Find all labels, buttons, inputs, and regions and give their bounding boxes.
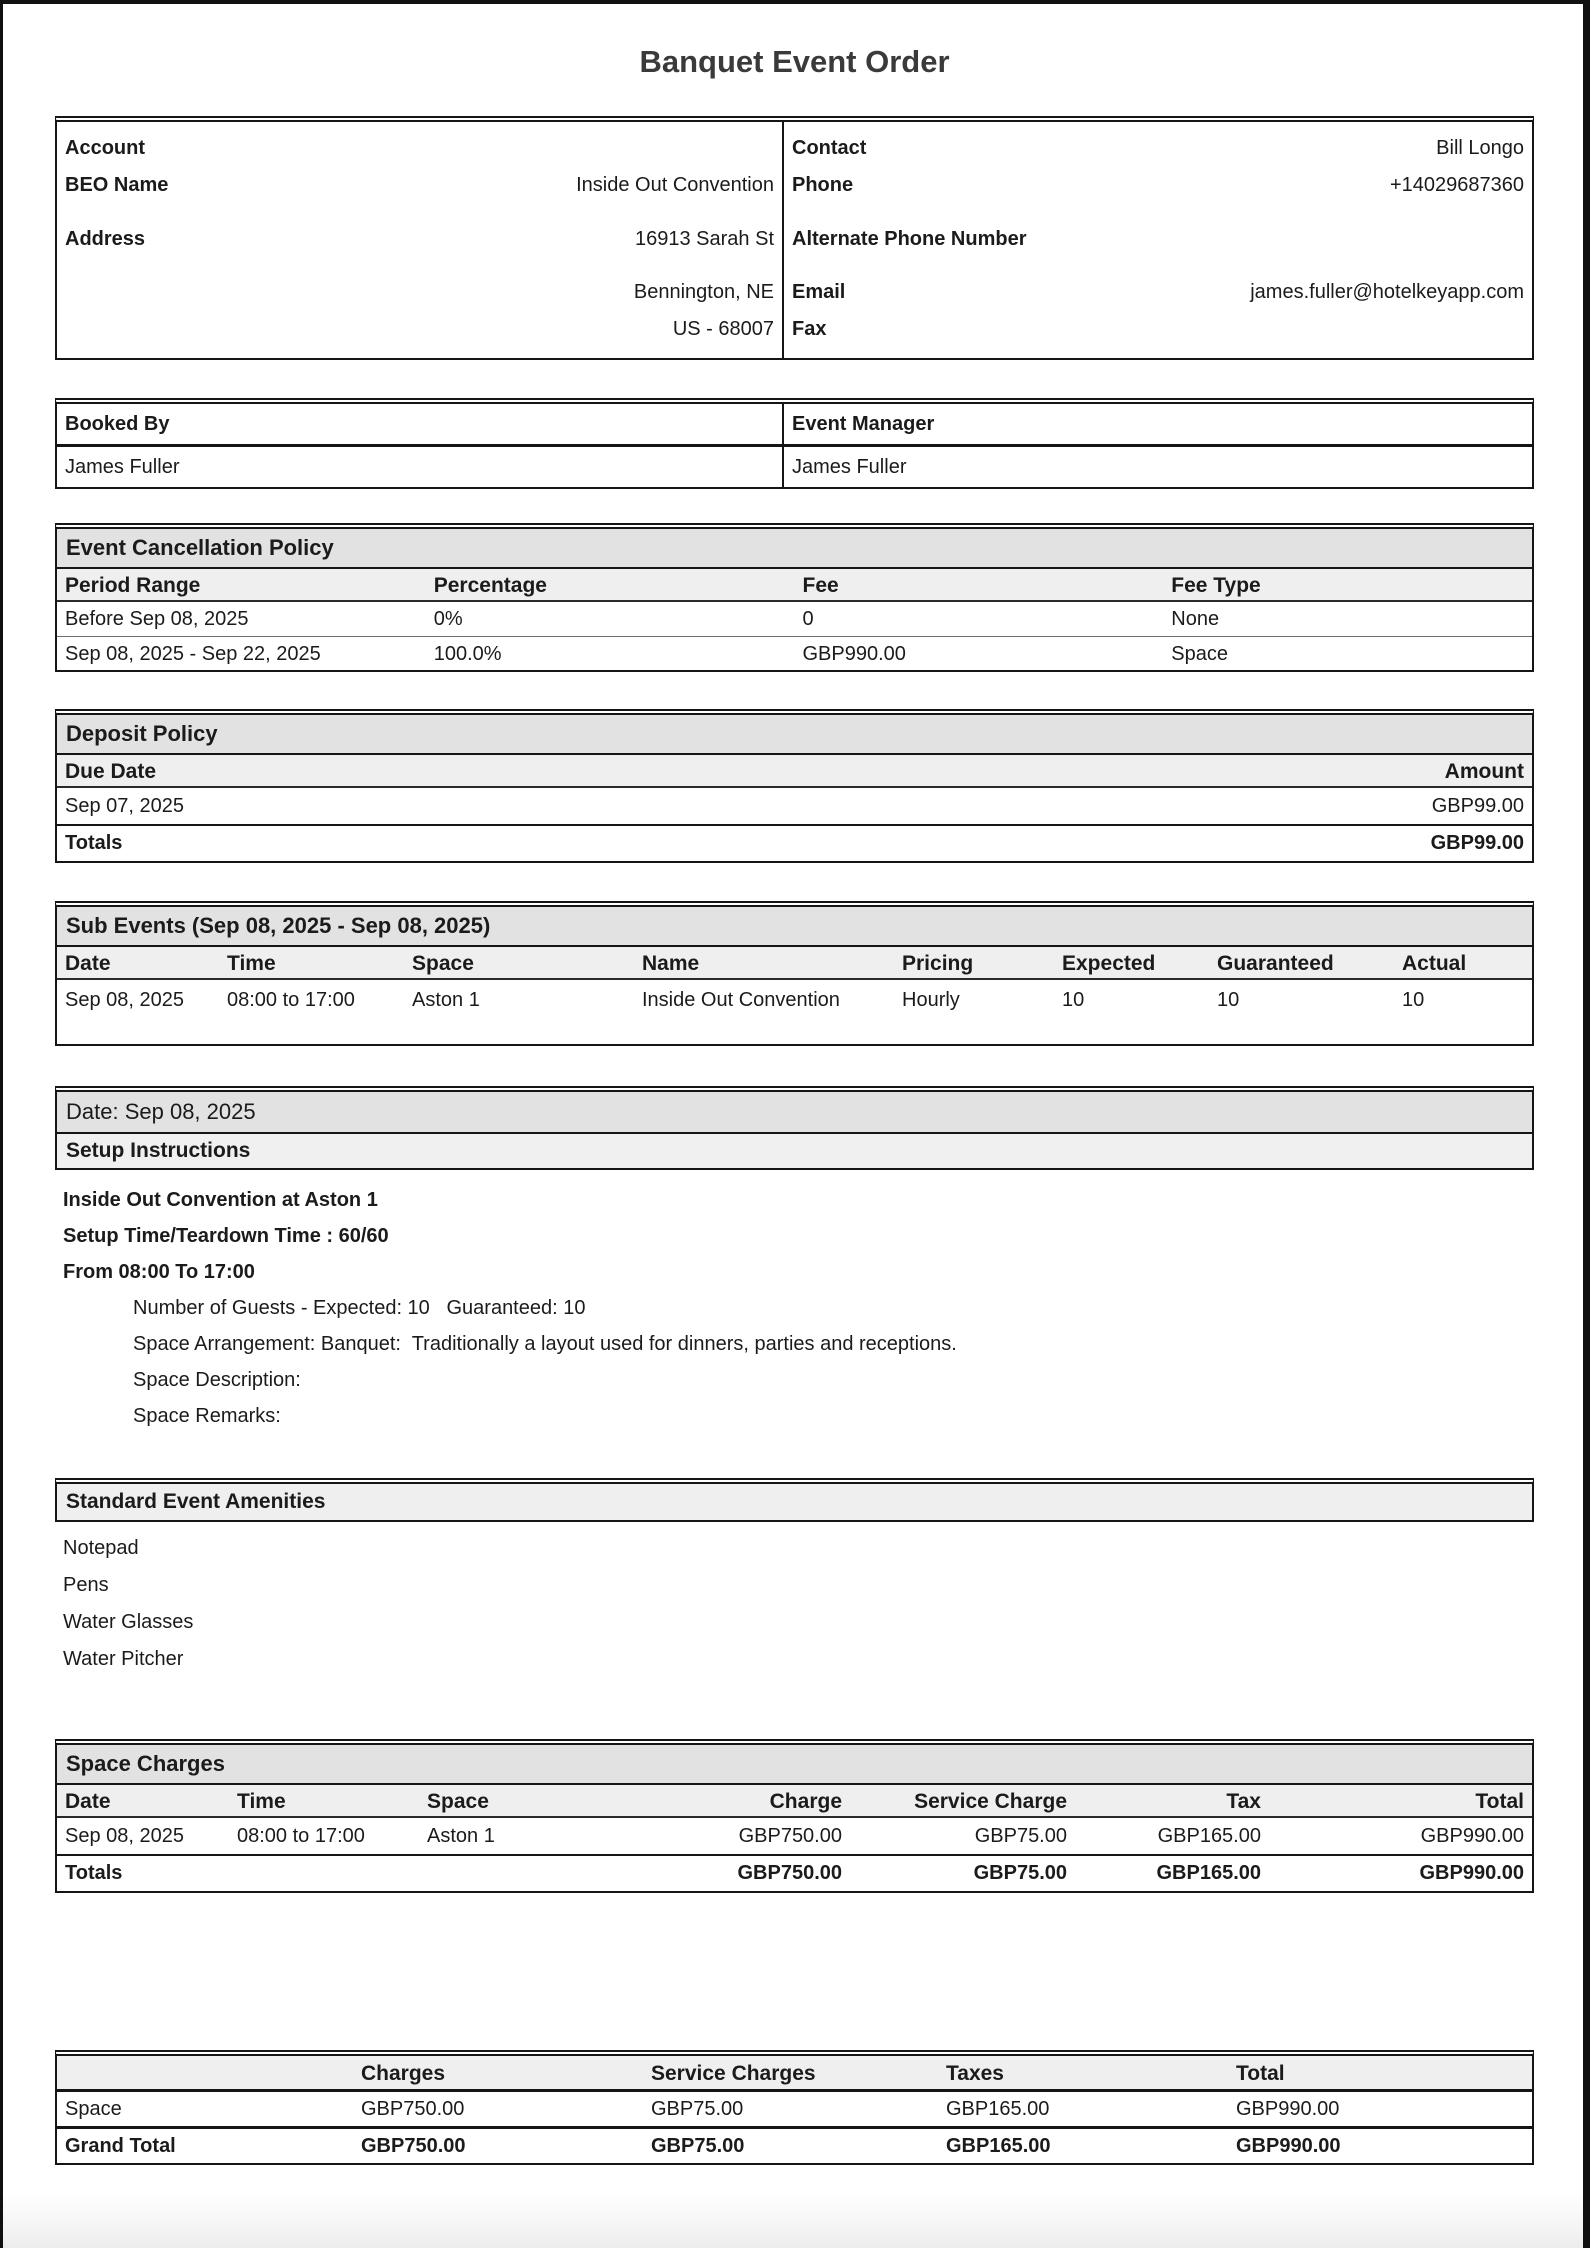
sub-events-table: [55, 901, 1534, 1046]
setup-event-line: Inside Out Convention at Aston 1: [63, 1189, 378, 1211]
fax-row: [792, 311, 1524, 348]
booked-by-value: James Fuller: [57, 447, 784, 487]
summary-header-row: [57, 2056, 1532, 2092]
col-tax: Tax: [1226, 1790, 1261, 1813]
deposit-due-date: Sep 07, 2025: [65, 795, 184, 817]
cancellation-policy-table: [55, 523, 1534, 672]
col-charge: Charge: [769, 1790, 842, 1813]
contact-cell: [784, 122, 1532, 358]
contact-row: [792, 130, 1524, 167]
sub-event-name: Inside Out Convention: [642, 989, 840, 1011]
col-taxes: Taxes: [946, 2062, 1004, 2085]
space-charges-row: Sep 08, 2025 08:00 to 17:00 Aston 1 GBP750.00 GBP75.00 GBP165.00 GBP990.00: [65, 1825, 1524, 1847]
col-expected: Expected: [1062, 952, 1156, 975]
col-charges: Charges: [361, 2062, 446, 2085]
deposit-row: [57, 788, 1532, 824]
col-space: Space: [412, 952, 474, 975]
space-charges-table: [55, 1739, 1534, 1893]
col-period-range: Period Range: [65, 574, 201, 597]
col-percentage: Percentage: [433, 574, 547, 597]
col-service-charges: Service Charges: [651, 2062, 816, 2085]
col-amount: Amount: [1444, 760, 1524, 783]
account-label: Account: [65, 137, 145, 159]
beo-name-value: Inside Out Convention: [576, 174, 774, 196]
col-name: Name: [642, 952, 700, 975]
beo-name-row: [65, 167, 774, 204]
alternate-phone-row: [792, 204, 1524, 274]
address-row: [65, 204, 774, 274]
col-service-charge: Service Charge: [914, 1790, 1067, 1813]
deposit-policy-title: Deposit Policy: [57, 715, 1532, 755]
amenity-item: Notepad: [63, 1537, 139, 1559]
contact-value: Bill Longo: [1436, 137, 1524, 159]
contact-label: Contact: [792, 137, 867, 159]
space-charges-title: Space Charges: [57, 1745, 1532, 1785]
event-manager-header: Event Manager: [792, 413, 935, 435]
space-arrangement-line: Space Arrangement: Banquet: Traditionally a layout used for dinners, parties and receptions.: [133, 1333, 957, 1355]
col-fee: Fee: [802, 574, 839, 597]
cancellation-row: Before Sep 08, 2025 0% 0 None: [65, 608, 1220, 630]
email-row: [792, 274, 1524, 311]
amenity-item: Water Glasses: [63, 1611, 194, 1633]
guests-line: Number of Guests - Expected: 10 Guaranteed: 10: [133, 1297, 586, 1319]
col-date: Date: [65, 1790, 111, 1813]
document-content: [3, 40, 1583, 2165]
booked-by-table: [55, 398, 1534, 489]
amenity-item: Pens: [63, 1574, 109, 1596]
amenity-item: Water Pitcher: [63, 1648, 184, 1670]
address-row-3: [65, 311, 774, 348]
col-date: Date: [65, 952, 111, 975]
address-row-2: [65, 274, 774, 311]
booked-by-header: Booked By: [57, 404, 784, 444]
setup-hours-line: From 08:00 To 17:00: [63, 1261, 255, 1283]
col-time: Time: [227, 952, 276, 975]
beo-name-label: BEO Name: [65, 174, 169, 196]
col-guaranteed: Guaranteed: [1217, 952, 1334, 975]
amenities-header-box: [55, 1478, 1534, 1522]
summary-space-row: Space GBP750.00 GBP75.00 GBP165.00 GBP990.00: [57, 2092, 1532, 2126]
deposit-amount: GBP99.00: [1431, 795, 1524, 817]
setup-details: [55, 1182, 1534, 1434]
setup-teardown-line: Setup Time/Teardown Time : 60/60: [63, 1225, 389, 1247]
deposit-totals-row: [57, 824, 1532, 861]
booked-by-data-row: [57, 447, 1532, 487]
sub-events-title: Sub Events (Sep 08, 2025 - Sep 08, 2025): [57, 907, 1532, 947]
booked-by-header-row: [57, 404, 1532, 447]
sub-events-row: Sep 08, 2025 08:00 to 17:00 Aston 1 Inside Out Convention Hourly 10 10 10: [65, 989, 1425, 1011]
page-title: Banquet Event Order: [639, 44, 950, 79]
phone-label: Phone: [792, 174, 854, 196]
col-fee-type: Fee Type: [1171, 574, 1261, 597]
account-cell: [57, 122, 784, 358]
col-total: Total: [1475, 1790, 1524, 1813]
summary-space-label: Space: [65, 2098, 122, 2120]
document-page: [3, 4, 1583, 2248]
sub-events-header-row: [57, 947, 1532, 980]
col-actual: Actual: [1402, 952, 1467, 975]
address-value-line3: US - 68007: [672, 318, 774, 340]
grand-total-label: Grand Total: [65, 2135, 176, 2157]
address-value-line2: Bennington, NE: [633, 281, 774, 303]
summary-grand-total-row: Grand Total GBP750.00 GBP75.00 GBP165.00 GBP990.00: [57, 2126, 1532, 2163]
email-value: james.fuller@hotelkeyapp.com: [1250, 281, 1524, 303]
account-contact-table: [55, 116, 1534, 360]
address-label: Address: [65, 227, 146, 250]
alternate-phone-label: Alternate Phone Number: [792, 227, 1027, 250]
cancellation-header-row: [57, 569, 1532, 602]
cancellation-row: Sep 08, 2025 - Sep 22, 2025 100.0% GBP990.00 Space: [57, 636, 1532, 670]
space-remarks-line: Space Remarks:: [133, 1405, 281, 1427]
fax-label: Fax: [792, 318, 827, 340]
setup-instructions-bar: Setup Instructions: [57, 1134, 1532, 1168]
col-time: Time: [237, 1790, 286, 1813]
space-charges-header-row: [57, 1785, 1532, 1818]
deposit-policy-table: [55, 709, 1534, 863]
col-space: Space: [427, 1790, 489, 1813]
amenities-title: Standard Event Amenities: [57, 1484, 1532, 1520]
col-pricing: Pricing: [902, 952, 974, 975]
cancellation-policy-title: Event Cancellation Policy: [57, 529, 1532, 569]
charges-summary-table: [55, 2050, 1534, 2165]
col-due-date: Due Date: [65, 760, 157, 783]
deposit-totals-label: Totals: [65, 832, 123, 854]
phone-row: [792, 167, 1524, 204]
address-value-line1: 16913 Sarah St: [635, 227, 774, 250]
deposit-totals-value: GBP99.00: [1430, 832, 1524, 854]
date-bar: Date: Sep 08, 2025: [57, 1092, 1532, 1134]
email-label: Email: [792, 281, 846, 303]
event-manager-value: James Fuller: [792, 456, 907, 478]
col-total: Total: [1236, 2062, 1285, 2085]
deposit-header-row: [57, 755, 1532, 788]
day-section-header: [55, 1086, 1534, 1170]
space-description-line: Space Description:: [133, 1369, 301, 1391]
account-row: [65, 130, 774, 167]
amenities-list: [55, 1530, 1534, 1678]
phone-value: +14029687360: [1389, 174, 1524, 196]
space-charges-totals-row: Totals GBP750.00 GBP75.00 GBP165.00 GBP990.00: [57, 1854, 1532, 1891]
space-charges-totals-label: Totals: [65, 1862, 123, 1884]
